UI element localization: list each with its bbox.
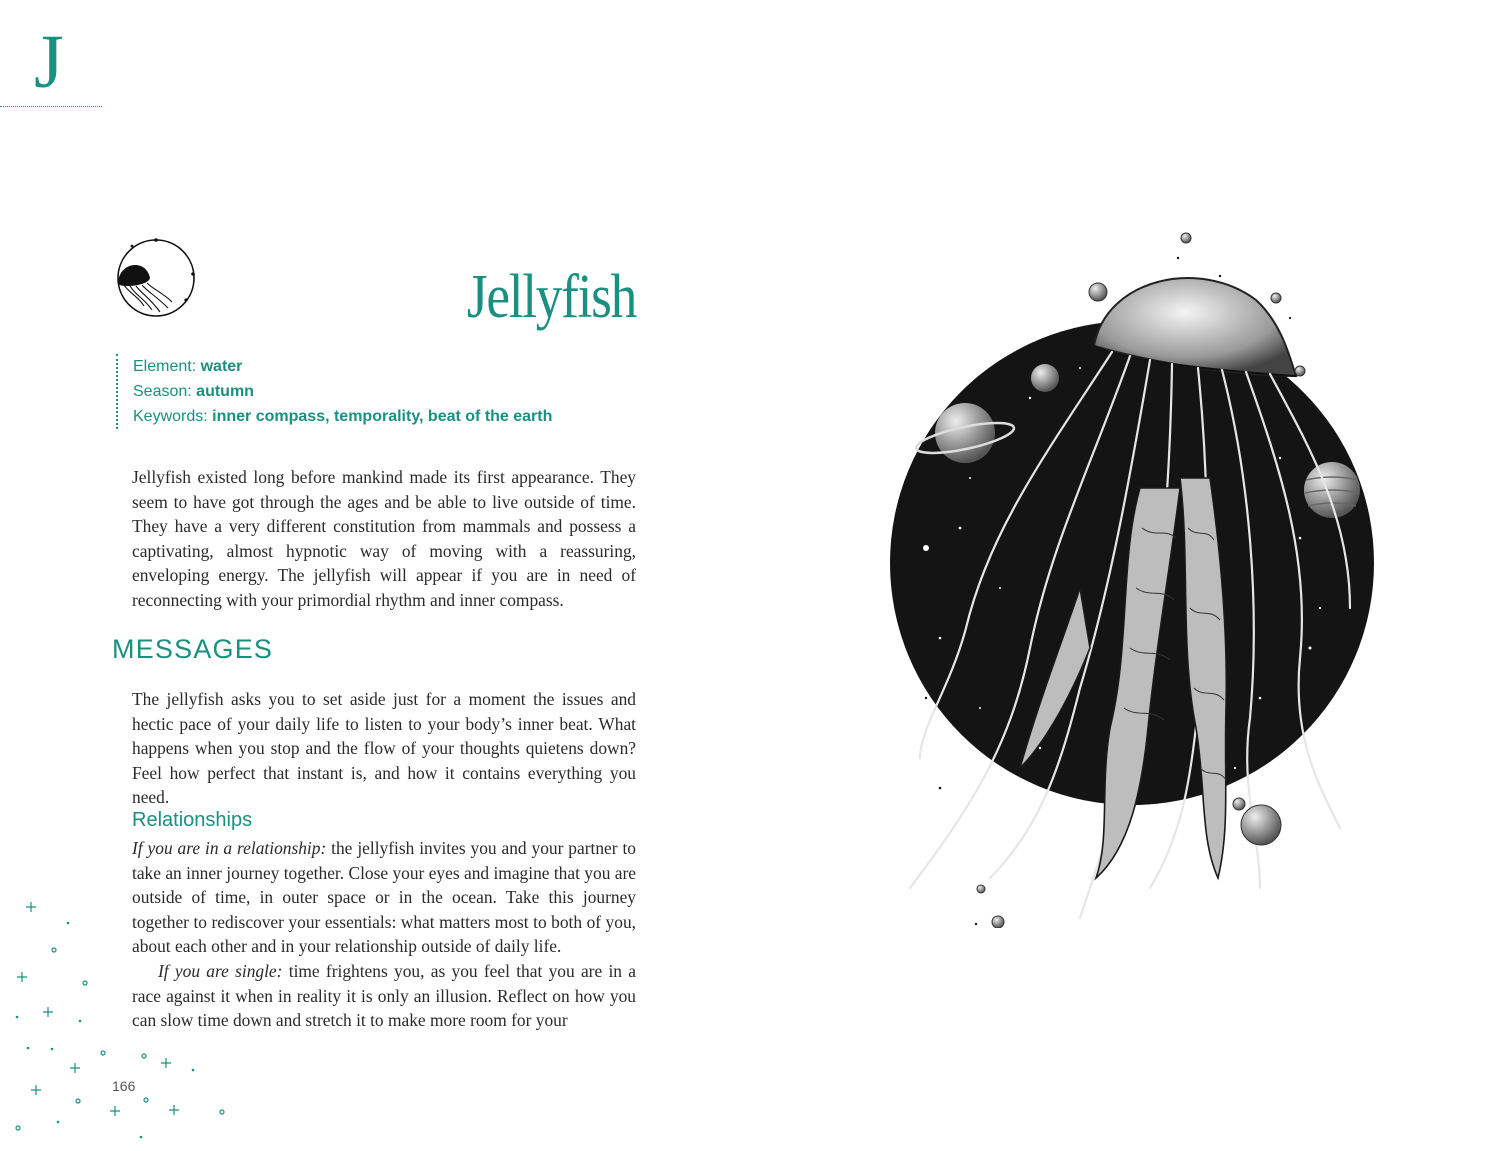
messages-heading: MESSAGES (112, 634, 274, 664)
chapter-letter: J (34, 20, 64, 104)
single-label: If you are single: (158, 960, 283, 981)
jellyfish-emblem-icon (108, 234, 200, 326)
page-number: 166 (112, 1078, 136, 1094)
intro-paragraph: Jellyfish existed long before mankind made its first appearance. They seem to have got through the ages and be able to live outside of time. They have a very different constitution from mammals and possess a captivating, almost hypnotic way of moving with a reassuring, enveloping energy. The jellyfish will appear if you are in need of reconnecting with your primordial rhythm and inner compass. (132, 467, 636, 610)
element-value: water (200, 358, 243, 375)
relationships-heading: Relationships (132, 809, 253, 831)
keywords-value: inner compass, temporality, beat of the earth (212, 408, 553, 425)
entry-title: Jellyfish (466, 263, 636, 331)
attribute-element (133, 354, 552, 379)
attribute-list (116, 354, 552, 429)
jellyfish-cosmos-illustration (880, 228, 1380, 928)
in-relationship-text: the jellyfish invites you and your partner to take an inner journey together. Close your eyes and imagine that you are outside of time, in outer space or in the ocean. Take this journey together to rediscover your essentials: what matters most to both of you, about each other and in your relationship outside of daily life. (132, 838, 636, 957)
element-label: Element: (133, 358, 197, 375)
chapter-divider (0, 106, 102, 107)
season-value: autumn (196, 383, 254, 400)
attribute-season (133, 379, 552, 404)
stars-decoration-icon (0, 890, 240, 1151)
single-text: time frightens you, as you feel that you are in a race against it when in reality it is only an illusion. Reflect on how you can slow time down and stretch it to make more room for your (132, 960, 636, 1031)
in-relationship-label: If you are in a relationship: (132, 838, 327, 858)
keywords-label: Keywords: (133, 408, 208, 425)
messages-paragraph: The jellyfish asks you to set aside just for a moment the issues and hectic pace of your daily life to listen to your body’s inner beat. What happens when you stop and the flow of your thoughts quietens down? Feel how perfect that instant is, and how it contains everything you need. (132, 689, 636, 808)
season-label: Season: (133, 383, 192, 400)
attribute-keywords (133, 404, 552, 429)
